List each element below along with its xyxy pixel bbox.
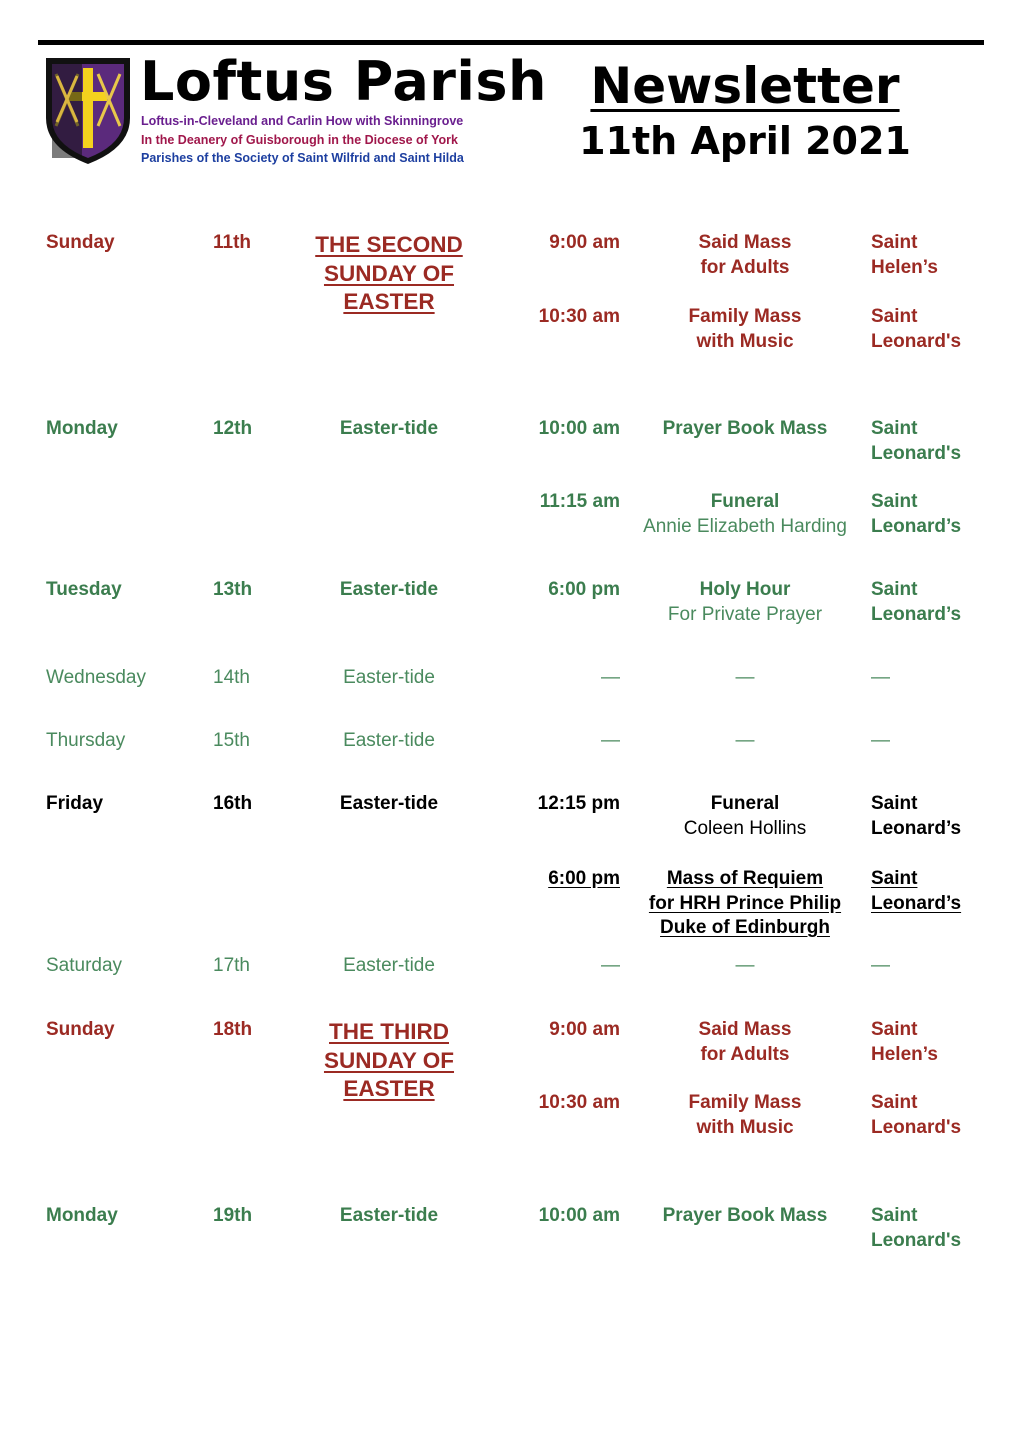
service-line: Family Mass [688,1092,802,1113]
service-note: Annie Elizabeth Harding [643,515,847,537]
service-location [871,305,991,354]
parish-subtitle-society: Parishes of the Society of Saint Wilfrid and Saint Hilda [141,151,464,165]
location-line: Saint [871,1092,918,1113]
location-line: Leonard’s [871,892,962,914]
location-line: Helen’s [871,256,938,278]
service-location [871,578,991,627]
service-name: — [735,955,755,976]
day-label: Sunday [46,1019,115,1040]
service-line: for Adults [700,256,790,278]
occasion-title [295,231,483,317]
occasion-line: THE THIRD [329,1019,449,1044]
service-line: Said Mass [698,232,792,253]
day-label: Tuesday [46,579,122,600]
day-label: Saturday [46,955,123,976]
day-label: Monday [46,1205,118,1226]
service-name [630,305,860,354]
service-line: Family Mass [688,306,802,327]
occasion-line: THE SECOND [315,232,463,257]
service-line: with Music [696,330,794,352]
parish-title: Loftus Parish [140,50,547,113]
service-line: for HRH Prince Philip [648,892,842,914]
service-location [871,490,991,539]
occasion-title: Easter-tide [343,667,435,688]
location-line: Leonard’s [871,603,962,625]
location-line: Saint [871,232,918,253]
service-time: 10:30 am [538,1092,620,1113]
date-label: 15th [213,730,250,751]
service-name: — [735,667,755,688]
location-line: Helen’s [871,1043,938,1065]
service-time: 9:00 am [549,232,620,253]
service-line: Said Mass [698,1019,792,1040]
service-name [630,490,860,539]
service-time: 9:00 am [549,1019,620,1040]
newsletter-title: Newsletter [590,57,900,115]
location-line: Saint [871,868,918,889]
location-line: Saint [871,1019,918,1040]
day-label: Sunday [46,232,115,253]
service-location [871,1018,991,1067]
day-label: Friday [46,793,104,814]
service-time: — [601,730,620,751]
service-name: Prayer Book Mass [662,1205,828,1226]
service-location: — [871,730,890,751]
service-note: For Private Prayer [667,603,823,625]
date-label: 11th [213,232,252,253]
occasion-line: EASTER [343,289,435,314]
service-line: Funeral [710,491,780,512]
service-location [871,1091,991,1140]
occasion-title: Easter-tide [343,730,435,751]
day-label: Wednesday [46,667,146,688]
day-label: Monday [46,418,118,439]
service-name [630,792,860,841]
service-line: Holy Hour [699,579,791,600]
service-line: Funeral [710,793,780,814]
location-line: Saint [871,491,918,512]
service-location [871,1204,991,1253]
location-line: Leonard's [871,442,962,464]
date-label: 18th [213,1019,253,1040]
newsletter-date: 11th April 2021 [579,119,911,163]
service-time: — [601,955,620,976]
service-line: for Adults [700,1043,790,1065]
occasion-title: Easter-tide [339,1205,439,1226]
occasion-line: SUNDAY OF [323,1047,455,1073]
date-label: 19th [213,1205,253,1226]
service-time: 10:00 am [538,418,620,439]
occasion-title [295,1018,483,1104]
service-name [630,1091,860,1140]
location-line: Leonard’s [871,515,962,537]
occasion-title: Easter-tide [339,793,439,814]
top-rule [38,40,984,45]
occasion-line: EASTER [343,1076,435,1101]
parish-subtitle-deanery: In the Deanery of Guisborough in the Diocese of York [141,133,458,147]
location-line: Leonard's [871,330,962,352]
service-time: 6:00 pm [548,868,620,889]
location-line: Saint [871,793,918,814]
location-line: Leonard's [871,1229,962,1251]
service-location [871,792,991,841]
service-name [630,1018,860,1067]
service-name: — [735,730,755,751]
location-line: Saint [871,579,918,600]
service-time: 10:00 am [538,1205,620,1226]
service-name [630,231,860,280]
date-label: 16th [213,793,253,814]
occasion-line: SUNDAY OF [323,260,455,286]
date-label: 14th [213,667,250,688]
date-label: 12th [213,418,253,439]
service-line: with Music [696,1116,794,1138]
service-name [630,578,860,627]
service-time: 12:15 pm [537,793,620,814]
parish-shield-logo [44,56,132,166]
occasion-title: Easter-tide [339,579,439,600]
date-label: 17th [213,955,250,976]
day-label: Thursday [46,730,126,751]
location-line: Leonard's [871,1116,962,1138]
service-time: 11:15 am [539,491,620,512]
service-location [871,231,991,280]
location-line: Saint [871,418,918,439]
service-location [871,417,991,466]
service-time: 6:00 pm [548,579,620,600]
service-time: 10:30 am [538,306,620,327]
service-note: Coleen Hollins [683,817,807,839]
parish-subtitle-parishes: Loftus-in-Cleveland and Carlin How with Skinningrove [141,114,464,128]
service-name: Prayer Book Mass [662,418,828,439]
location-line: Saint [871,306,918,327]
service-line: Duke of Edinburgh [660,917,830,938]
service-name [630,867,860,941]
service-location: — [871,955,890,976]
date-label: 13th [213,579,253,600]
service-location: — [871,667,890,688]
location-line: Leonard’s [871,817,962,839]
occasion-title: Easter-tide [343,955,435,976]
service-location [871,867,991,916]
service-time: — [601,667,620,688]
occasion-title: Easter-tide [339,418,439,439]
service-line: Mass of Requiem [666,868,824,889]
location-line: Saint [871,1205,918,1226]
